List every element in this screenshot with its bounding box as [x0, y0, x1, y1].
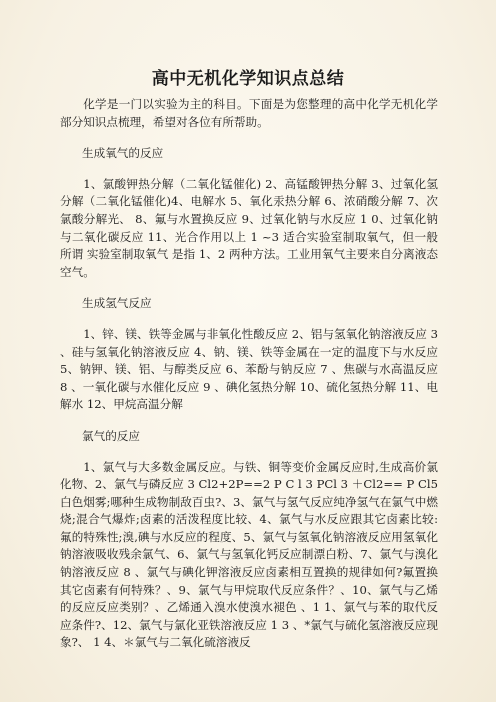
section-body-oxygen: 1、氯酸钾热分解（二氧化锰催化) 2、高锰酸钾热分解 3、过氧化氢分解（二氧化锰催化)4、电解水 5、氧化汞热分解 6、浓硝酸分解 7、次氯酸分解光、 8、氟与水置换反应 9、过氧化钠与水反应 1 0、过氧化钠与二氧化碳反应 11、光合作用以上 1 ~3 适合实验室制取氧气，但一般所谓 实验室制取氧气 是指 1、2 两种方法。工业用氧气主要来自分离液态空气。 [60, 176, 438, 279]
section-body-chlorine: 1、氯气与大多数金属反应。与铁、铜等变价金属反应时,生成高价氯化物、2、氯气与磷反应 3 Cl2+2P==2 P C l 3 PCl 3 ＋Cl2== P Cl5 白色烟雾;哪种生成物制敌百虫?、3、氯气与氢气反应纯净氢气在氯气中燃烧;混合气爆炸;卤素的活泼程度比较、4、氯气与水反应跟其它卤素比较:氟的特殊性;溴,碘与水反应的程度、5、氯气与氢氧化钠溶液反应用氢氧化钠溶液吸收残余氯气、6、氯气与氢氧化钙反应制漂白粉、7、氯气与溴化钠溶液反应 8 、氯气与碘化钾溶液反应卤素相互置换的规律如何?氟置换其它卤素有何特殊？、9、氯气与甲烷取代反应条件？、10、氯气与乙烯的反应反应类别？、乙烯通入溴水使溴水褪色 、1 1、氯气与苯的取代反应条件?、12、氯气与氯化亚铁溶液反应 1 3 、*氯气与硫化氢溶液反应现象?、 1 4、＊氯气与二氧化硫溶液反 [60, 459, 438, 650]
intro-paragraph: 化学是一门以实验为主的科目。下面是为您整理的高中化学无机化学部分知识点梳理，希望对各位有所帮助。 [60, 97, 438, 129]
document-body [60, 96, 438, 652]
section-heading-oxygen: 生成氧气的反应 [82, 146, 164, 161]
section-body-hydrogen: 1、锌、镁、铁等金属与非氧化性酸反应 2、铝与氢氧化钠溶液反应 3 、硅与氢氧化钠溶液反应 4、钠、镁、铁等金属在一定的温度下与水反应 5、钠钾、镁、铝、与醇类反应 6、苯酚与钠反应 7 、焦碳与水高温反应 8 、一氧化碳与水催化反应 9 、碘化氢热分解 10、硫化氢热分解 11、电解水 12、甲烷高温分解 [60, 326, 438, 412]
section-heading-hydrogen: 生成氢气反应 [82, 296, 152, 311]
section-heading-chlorine: 氯气的反应 [82, 428, 140, 443]
page-title: 高中无机化学知识点总结 [151, 69, 345, 89]
